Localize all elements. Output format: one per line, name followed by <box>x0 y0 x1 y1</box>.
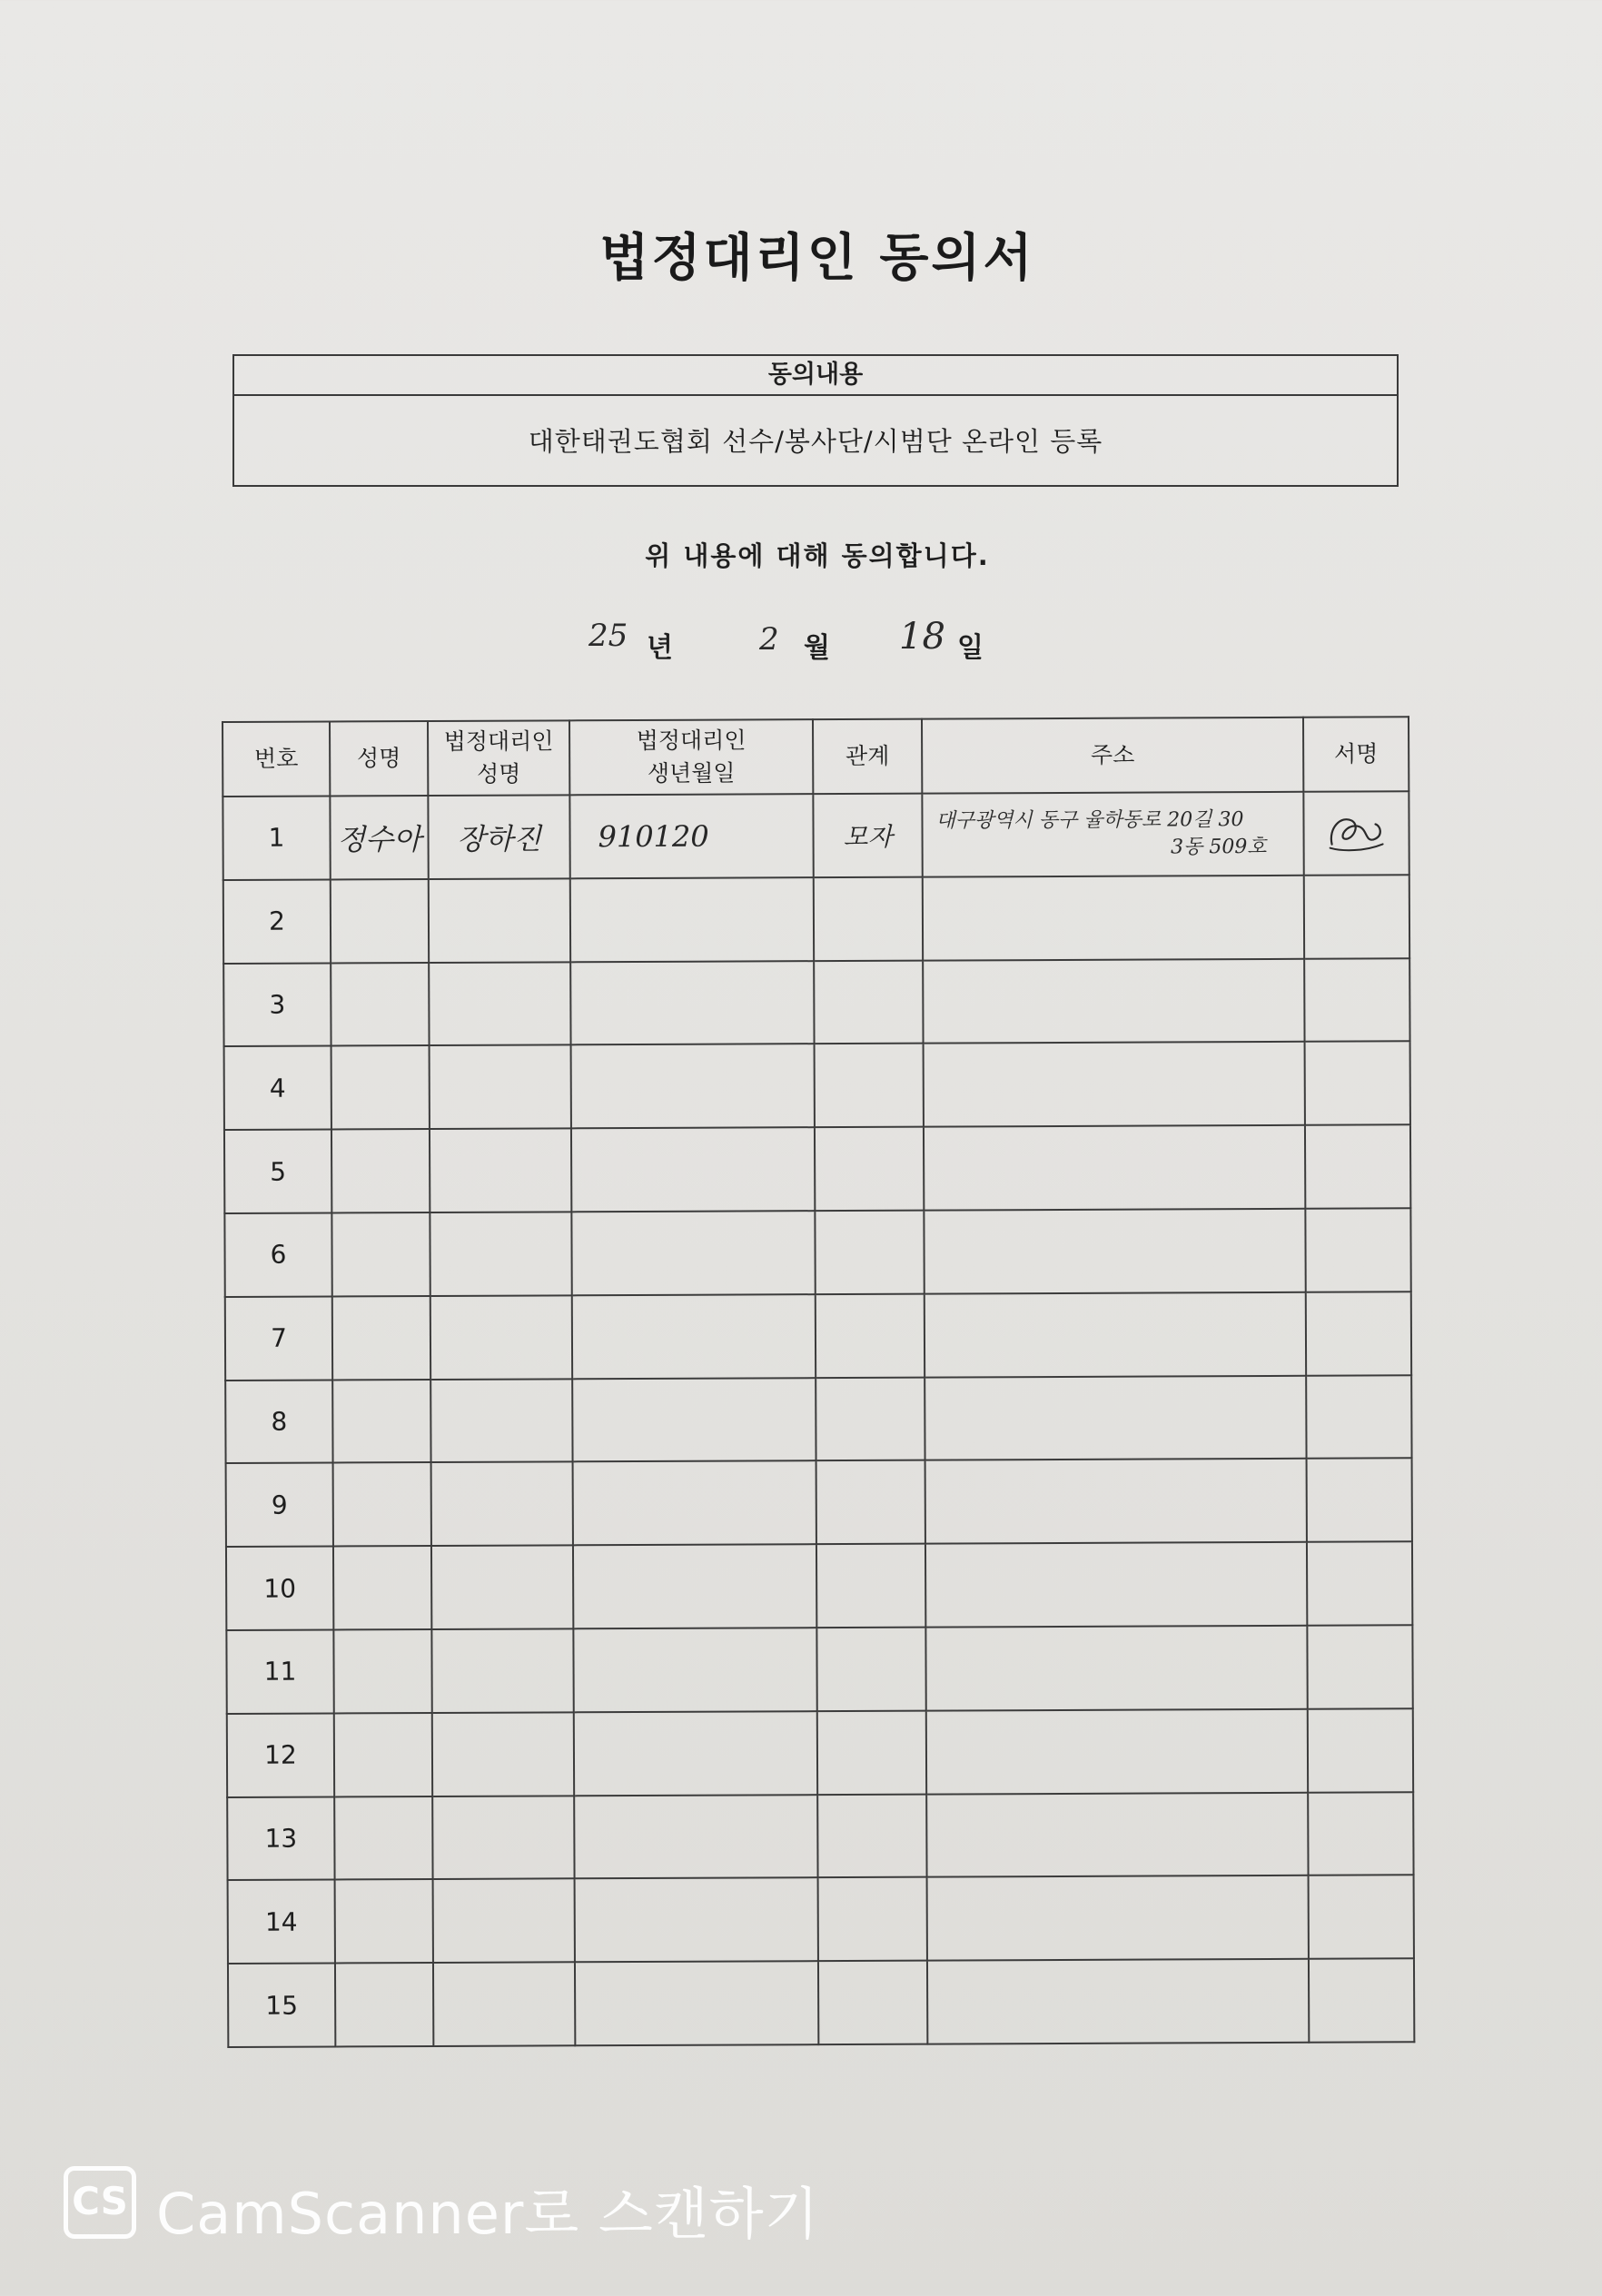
date-month-handwritten: 2 <box>759 621 779 658</box>
header-name <box>330 721 428 796</box>
consent-content-box <box>232 354 1399 487</box>
row-signature <box>1303 791 1409 875</box>
header-guardian-birth <box>569 719 813 795</box>
row-number: 4 <box>224 1046 331 1130</box>
row-number: 6 <box>224 1212 331 1296</box>
row-number: 15 <box>228 1964 335 2047</box>
guardian-roster-table <box>222 716 1415 2048</box>
header-signature <box>1303 717 1409 792</box>
row-number: 1 <box>222 796 330 879</box>
camscanner-logo-icon: CS <box>64 2166 136 2239</box>
date-year-handwritten: 25 <box>588 618 628 654</box>
row-number: 7 <box>225 1296 332 1380</box>
row-number: 14 <box>228 1880 335 1964</box>
header-guardian-name-label: 법정대리인 성명 <box>443 727 554 787</box>
table-row <box>224 1124 1410 1212</box>
row-relation: 모자 <box>813 794 922 877</box>
table-row <box>223 958 1409 1046</box>
row-number: 5 <box>224 1130 331 1213</box>
consent-box-content: 대한태권도협회 선수/봉사단/시범단 온라인 등록 <box>528 426 1103 457</box>
row-number: 8 <box>225 1380 332 1463</box>
table-row <box>224 1208 1410 1296</box>
table-row <box>226 1541 1412 1629</box>
table-row <box>223 875 1409 963</box>
row-address <box>922 792 1303 877</box>
table-row <box>226 1625 1412 1713</box>
table-header-row <box>222 717 1409 797</box>
header-guardian-name <box>428 720 569 796</box>
table-row <box>224 1042 1410 1130</box>
document-title: 법정대리인 동의서 <box>599 229 1035 288</box>
row-number: 13 <box>227 1796 334 1880</box>
header-guardian-birth-label: 법정대리인 생년월일 <box>636 727 747 787</box>
date-year-label: 년 <box>647 632 673 664</box>
table-row <box>227 1708 1413 1796</box>
row-guardian-name: 장하진 <box>428 795 569 878</box>
signature-scribble-icon <box>1324 807 1388 858</box>
header-name-label: 성명 <box>356 745 401 772</box>
row-number: 2 <box>223 879 331 963</box>
header-relation-label: 관계 <box>845 742 890 770</box>
table-row <box>225 1375 1411 1463</box>
date-month-label: 월 <box>804 632 830 664</box>
camscanner-watermark-text: CamScanner로 스캔하기 <box>156 2181 820 2247</box>
date-day-label: 일 <box>957 632 984 664</box>
row-number: 3 <box>223 963 331 1046</box>
table-row <box>228 1875 1414 1964</box>
table-row <box>225 1292 1411 1380</box>
row-number: 10 <box>226 1547 333 1630</box>
table-row <box>226 1459 1412 1547</box>
header-number-label: 번호 <box>253 745 299 772</box>
date-day-handwritten: 18 <box>899 616 945 658</box>
table-row <box>222 791 1409 879</box>
signing-date <box>0 618 1602 681</box>
header-number <box>222 721 330 797</box>
row-name: 정수아 <box>330 796 428 879</box>
header-signature-label: 서명 <box>1333 740 1379 767</box>
header-relation <box>813 719 922 795</box>
row-address-line1: 대구광역시 동구 율하동로 20길 30 <box>935 807 1244 833</box>
agreement-statement: 위 내용에 대해 동의합니다. <box>645 540 990 571</box>
table-row <box>227 1792 1413 1880</box>
row-number: 12 <box>227 1713 334 1796</box>
header-address-label: 주소 <box>1090 741 1135 768</box>
row-number: 9 <box>226 1463 333 1547</box>
row-address-line2: 3동 509호 <box>1171 835 1267 859</box>
header-address <box>922 718 1303 794</box>
consent-box-header: 동의내용 <box>234 356 1397 396</box>
table-row <box>228 1958 1414 2046</box>
row-number: 11 <box>226 1629 333 1713</box>
row-guardian-birth: 910120 <box>569 794 813 878</box>
